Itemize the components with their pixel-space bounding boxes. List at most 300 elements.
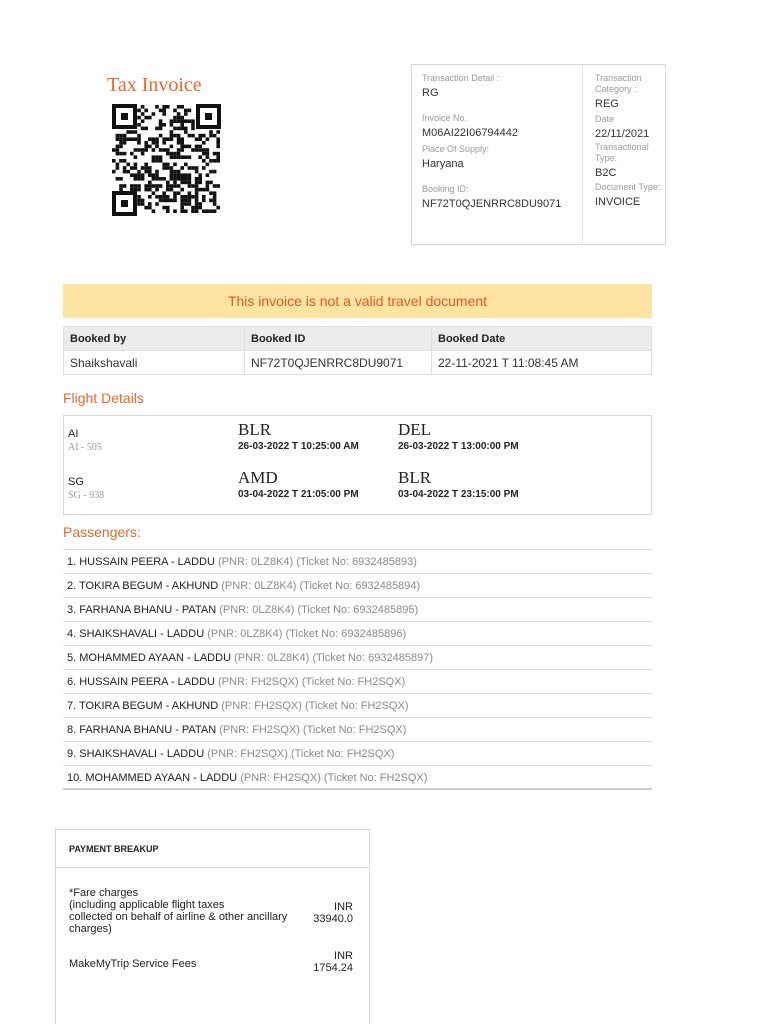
qr-module xyxy=(173,181,177,185)
qr-module xyxy=(144,166,148,170)
qr-module xyxy=(141,152,145,156)
qr-module xyxy=(213,170,217,174)
qr-module xyxy=(162,199,166,203)
qr-module xyxy=(209,199,213,203)
passenger-row xyxy=(63,670,652,694)
qr-module xyxy=(191,206,195,210)
qr-module xyxy=(213,191,217,195)
qr-module xyxy=(188,184,192,188)
qr-module xyxy=(184,177,188,181)
qr-module xyxy=(144,145,148,149)
qr-module xyxy=(173,199,177,203)
qr-module xyxy=(112,148,116,152)
qr-module xyxy=(191,123,195,127)
qr-module xyxy=(123,134,127,138)
qr-module xyxy=(184,199,188,203)
qr-module xyxy=(191,209,195,213)
qr-module xyxy=(155,105,159,109)
qr-module xyxy=(216,152,220,156)
passenger-row xyxy=(63,550,652,574)
passenger-ticket-info: (PNR: FH2SQX) (Ticket No: FH2SQX) xyxy=(218,676,406,688)
qr-module xyxy=(116,152,120,156)
qr-module xyxy=(177,105,181,109)
qr-module xyxy=(116,177,120,181)
flight-row xyxy=(64,464,651,508)
qr-module xyxy=(155,145,159,149)
qr-module xyxy=(162,105,166,109)
qr-module xyxy=(162,137,166,141)
qr-module xyxy=(134,177,138,181)
qr-module xyxy=(119,137,123,141)
qr-module xyxy=(119,177,123,181)
transaction-category-value: REG xyxy=(595,98,619,110)
passenger-name: 4. SHAIKSHAVALI - LADDU xyxy=(67,628,205,640)
payment-breakup-title: PAYMENT BREAKUP xyxy=(56,830,369,868)
qr-module xyxy=(123,137,127,141)
qr-module xyxy=(180,123,184,127)
qr-module xyxy=(137,137,141,141)
qr-module xyxy=(180,141,184,145)
qr-module xyxy=(166,209,170,213)
qr-module xyxy=(170,188,174,192)
qr-module xyxy=(184,181,188,185)
qr-module xyxy=(180,173,184,177)
service-fees-label: MakeMyTrip Service Fees xyxy=(69,958,197,970)
qr-module xyxy=(166,206,170,210)
qr-module xyxy=(141,166,145,170)
qr-module xyxy=(112,159,116,163)
passenger-row xyxy=(63,766,652,790)
qr-module xyxy=(188,202,192,206)
qr-module xyxy=(180,209,184,213)
passenger-ticket-info: (PNR: FH2SQX) (Ticket No: FH2SQX) xyxy=(207,748,395,760)
qr-module xyxy=(152,137,156,141)
transaction-detail-box xyxy=(411,64,666,245)
transactional-type-value: B2C xyxy=(595,167,617,179)
booked-id-header: Booked ID xyxy=(245,327,432,351)
qr-module xyxy=(177,170,181,174)
flight-details-title: Flight Details xyxy=(63,390,144,406)
flight-row xyxy=(64,416,651,460)
fare-line: *Fare charges xyxy=(69,887,139,899)
place-of-supply-value: Haryana xyxy=(422,158,464,170)
qr-module xyxy=(155,170,159,174)
qr-module xyxy=(198,188,202,192)
qr-module xyxy=(148,116,152,120)
qr-module xyxy=(173,119,177,123)
qr-module xyxy=(141,177,145,181)
qr-module xyxy=(180,137,184,141)
qr-module xyxy=(112,170,116,174)
qr-module xyxy=(144,163,148,167)
qr-module xyxy=(137,177,141,181)
booked-date-header: Booked Date xyxy=(432,327,652,351)
qr-module xyxy=(195,166,199,170)
qr-module xyxy=(184,109,188,113)
qr-module xyxy=(166,163,170,167)
qr-module xyxy=(198,181,202,185)
qr-module xyxy=(134,163,138,167)
qr-module xyxy=(180,177,184,181)
qr-module xyxy=(195,191,199,195)
qr-module xyxy=(216,206,220,210)
qr-module xyxy=(152,155,156,159)
passenger-list xyxy=(63,549,652,790)
airline-name: SG xyxy=(68,476,84,488)
qr-module xyxy=(130,152,134,156)
booking-id-value: NF72T0QJENRRC8DU9071 xyxy=(422,198,562,210)
qr-module xyxy=(198,148,202,152)
qr-module xyxy=(148,173,152,177)
qr-module xyxy=(152,112,156,116)
qr-module xyxy=(206,148,210,152)
qr-module xyxy=(137,123,141,127)
qr-module xyxy=(177,184,181,188)
fee-amount: 1754.24 xyxy=(313,962,353,974)
qr-module xyxy=(134,173,138,177)
qr-module xyxy=(144,109,148,113)
qr-module xyxy=(184,202,188,206)
qr-module xyxy=(213,202,217,206)
qr-module xyxy=(162,206,166,210)
passenger-ticket-info: (PNR: 0LZ8K4) (Ticket No: 6932485897) xyxy=(234,652,433,664)
qr-module xyxy=(137,116,141,120)
qr-module xyxy=(148,195,152,199)
qr-module xyxy=(170,123,174,127)
qr-module xyxy=(213,184,217,188)
passenger-name: 9. SHAIKSHAVALI - LADDU xyxy=(67,748,205,760)
fare-line: collected on behalf of airline & other ancillary xyxy=(69,911,288,923)
qr-module xyxy=(137,184,141,188)
passenger-name: 7. TOKIRA BEGUM - AKHUND xyxy=(67,700,219,712)
qr-module xyxy=(148,145,152,149)
qr-module xyxy=(173,134,177,138)
payment-breakup-box xyxy=(55,829,370,1024)
qr-module xyxy=(195,184,199,188)
qr-module xyxy=(134,188,138,192)
fare-charges-label xyxy=(69,887,287,935)
qr-module xyxy=(170,177,174,181)
transactional-type-label: Transactional Type: xyxy=(595,142,649,163)
qr-module xyxy=(202,195,206,199)
qr-module xyxy=(159,177,163,181)
qr-module xyxy=(126,137,130,141)
qr-module xyxy=(202,152,206,156)
qr-module xyxy=(134,166,138,170)
qr-module xyxy=(206,163,210,167)
qr-module xyxy=(191,127,195,131)
qr-module xyxy=(180,119,184,123)
qr-module xyxy=(162,141,166,145)
qr-module xyxy=(123,170,127,174)
booking-id-label: Booking ID: xyxy=(422,184,469,194)
qr-module xyxy=(159,184,163,188)
qr-module xyxy=(166,166,170,170)
qr-module xyxy=(180,105,184,109)
qr-module xyxy=(116,137,120,141)
booked-by-value: Shaikshavali xyxy=(64,351,245,375)
passenger-ticket-info: (PNR: FH2SQX) (Ticket No: FH2SQX) xyxy=(219,724,407,736)
qr-module xyxy=(198,145,202,149)
qr-module xyxy=(126,170,130,174)
qr-module xyxy=(123,184,127,188)
booked-id-value: NF72T0QJENRRC8DU9071 xyxy=(245,351,432,375)
qr-module xyxy=(166,152,170,156)
fee-currency: INR xyxy=(334,950,353,962)
qr-module xyxy=(184,155,188,159)
qr-module xyxy=(173,177,177,181)
fare-charges-amount xyxy=(313,901,353,925)
qr-module xyxy=(155,195,159,199)
qr-module xyxy=(116,163,120,167)
passenger-row xyxy=(63,718,652,742)
qr-module xyxy=(141,127,145,131)
qr-module xyxy=(202,166,206,170)
qr-module xyxy=(206,188,210,192)
qr-module xyxy=(134,184,138,188)
qr-module xyxy=(170,130,174,134)
qr-module xyxy=(166,137,170,141)
qr-module xyxy=(177,112,181,116)
qr-module xyxy=(119,141,123,145)
date-value: 22/11/2021 xyxy=(595,128,650,140)
qr-module xyxy=(202,188,206,192)
passenger-name: 8. FARHANA BHANU - PATAN xyxy=(67,724,217,736)
qr-module xyxy=(148,166,152,170)
qr-module xyxy=(173,209,177,213)
qr-module xyxy=(213,152,217,156)
qr-module xyxy=(198,155,202,159)
passenger-ticket-info: (PNR: FH2SQX) (Ticket No: FH2SQX) xyxy=(221,700,409,712)
qr-module xyxy=(170,199,174,203)
qr-module xyxy=(137,199,141,203)
qr-module xyxy=(177,137,181,141)
qr-module xyxy=(170,155,174,159)
qr-module xyxy=(184,130,188,134)
qr-module xyxy=(148,202,152,206)
qr-module xyxy=(123,166,127,170)
qr-module xyxy=(195,202,199,206)
qr-module xyxy=(206,209,210,213)
qr-module xyxy=(216,130,220,134)
qr-module xyxy=(173,163,177,167)
qr-module xyxy=(144,116,148,120)
qr-module xyxy=(137,134,141,138)
qr-module xyxy=(184,195,188,199)
qr-module xyxy=(148,188,152,192)
qr-module xyxy=(195,206,199,210)
qr-module xyxy=(144,188,148,192)
passenger-name: 3. FARHANA BHANU - PATAN xyxy=(67,604,217,616)
qr-module xyxy=(170,173,174,177)
qr-module xyxy=(152,209,156,213)
qr-module xyxy=(202,199,206,203)
qr-module xyxy=(148,184,152,188)
qr-module xyxy=(123,141,127,145)
passenger-name: 10. MOHAMMED AYAAN - LADDU xyxy=(67,772,238,784)
qr-module xyxy=(134,130,138,134)
qr-module xyxy=(162,195,166,199)
qr-module xyxy=(155,177,159,181)
qr-module xyxy=(119,184,123,188)
passenger-row xyxy=(63,646,652,670)
qr-module xyxy=(170,137,174,141)
qr-module xyxy=(198,202,202,206)
qr-module xyxy=(195,148,199,152)
qr-module xyxy=(155,202,159,206)
qr-module xyxy=(195,177,199,181)
qr-module xyxy=(119,152,123,156)
passenger-row xyxy=(63,622,652,646)
qr-module xyxy=(184,127,188,131)
qr-module xyxy=(162,112,166,116)
qr-module xyxy=(216,159,220,163)
arrival-time: 26-03-2022 T 13:00:00 PM xyxy=(398,441,519,452)
qr-module xyxy=(213,134,217,138)
qr-module xyxy=(198,177,202,181)
qr-module xyxy=(209,170,213,174)
qr-module xyxy=(198,137,202,141)
qr-module xyxy=(148,137,152,141)
passenger-ticket-info: (PNR: FH2SQX) (Ticket No: FH2SQX) xyxy=(240,772,428,784)
qr-module xyxy=(209,134,213,138)
qr-module xyxy=(209,191,213,195)
qr-module xyxy=(188,134,192,138)
qr-module xyxy=(144,148,148,152)
qr-module xyxy=(134,148,138,152)
qr-module xyxy=(137,195,141,199)
passenger-ticket-info: (PNR: 0LZ8K4) (Ticket No: 6932485896) xyxy=(207,628,407,640)
qr-module xyxy=(155,184,159,188)
qr-module xyxy=(126,163,130,167)
qr-module xyxy=(134,155,138,159)
qr-module xyxy=(209,209,213,213)
qr-module xyxy=(152,159,156,163)
document-type-value: INVOICE xyxy=(595,196,641,208)
qr-module xyxy=(206,152,210,156)
qr-module xyxy=(184,173,188,177)
qr-module xyxy=(162,191,166,195)
qr-module xyxy=(216,145,220,149)
qr-module xyxy=(177,141,181,145)
qr-module xyxy=(195,199,199,203)
qr-module xyxy=(206,184,210,188)
passenger-row xyxy=(63,742,652,766)
qr-module xyxy=(216,141,220,145)
qr-module xyxy=(166,181,170,185)
qr-module xyxy=(170,134,174,138)
qr-module xyxy=(123,152,127,156)
qr-module xyxy=(155,155,159,159)
qr-module xyxy=(184,209,188,213)
service-fees-amount xyxy=(313,950,353,974)
qr-module xyxy=(180,199,184,203)
qr-module xyxy=(202,159,206,163)
qr-module xyxy=(159,195,163,199)
passenger-ticket-info: (PNR: 0LZ8K4) (Ticket No: 6932485895) xyxy=(219,604,419,616)
qr-module xyxy=(162,123,166,127)
qr-module xyxy=(141,112,145,116)
qr-module xyxy=(130,137,134,141)
qr-module xyxy=(188,173,192,177)
qr-module xyxy=(173,155,177,159)
qr-module xyxy=(159,119,163,123)
qr-module xyxy=(162,177,166,181)
departure-city: BLR xyxy=(238,420,272,439)
qr-module xyxy=(173,191,177,195)
qr-module xyxy=(209,159,213,163)
qr-module xyxy=(119,159,123,163)
qr-module xyxy=(130,184,134,188)
qr-module xyxy=(188,166,192,170)
qr-module xyxy=(162,166,166,170)
qr-module xyxy=(152,191,156,195)
qr-module xyxy=(184,145,188,149)
qr-module xyxy=(180,206,184,210)
qr-module xyxy=(206,181,210,185)
qr-module xyxy=(177,119,181,123)
qr-module xyxy=(137,148,141,152)
qr-module xyxy=(119,188,123,192)
qr-module xyxy=(141,199,145,203)
qr-module xyxy=(144,141,148,145)
qr-module xyxy=(206,137,210,141)
qr-module xyxy=(177,173,181,177)
qr-module xyxy=(177,155,181,159)
qr-module xyxy=(159,134,163,138)
qr-module xyxy=(198,173,202,177)
qr-module xyxy=(137,202,141,206)
qr-module xyxy=(173,116,177,120)
passenger-row xyxy=(63,574,652,598)
qr-module xyxy=(173,170,177,174)
booked-by-header: Booked by xyxy=(64,327,245,351)
flight-code: SG - 938 xyxy=(68,490,105,501)
invalid-document-banner: This invoice is not a valid travel document xyxy=(63,284,652,318)
transaction-category-label: Transaction Category : xyxy=(595,73,642,94)
fare-line: charges) xyxy=(69,923,112,935)
qr-module xyxy=(141,148,145,152)
qr-module xyxy=(177,148,181,152)
qr-module xyxy=(213,159,217,163)
qr-module xyxy=(137,188,141,192)
departure-city: AMD xyxy=(238,468,278,487)
qr-module xyxy=(177,152,181,156)
qr-module xyxy=(213,209,217,213)
qr-module xyxy=(180,116,184,120)
page-title: Tax Invoice xyxy=(107,74,202,96)
qr-module xyxy=(177,134,181,138)
qr-module xyxy=(155,127,159,131)
qr-module xyxy=(130,188,134,192)
airline-name: AI xyxy=(68,428,79,440)
qr-module xyxy=(213,199,217,203)
qr-module xyxy=(123,159,127,163)
qr-module xyxy=(155,159,159,163)
qr-module xyxy=(144,184,148,188)
qr-module xyxy=(173,195,177,199)
qr-module xyxy=(180,181,184,185)
passenger-name: 1. HUSSAIN PEERA - LADDU xyxy=(67,556,215,568)
qr-module xyxy=(180,202,184,206)
qr-module xyxy=(180,148,184,152)
qr-module xyxy=(188,191,192,195)
qr-module xyxy=(195,145,199,149)
qr-module xyxy=(119,134,123,138)
qr-module xyxy=(141,173,145,177)
passengers-title: Passengers: xyxy=(63,524,141,540)
qr-module xyxy=(130,166,134,170)
